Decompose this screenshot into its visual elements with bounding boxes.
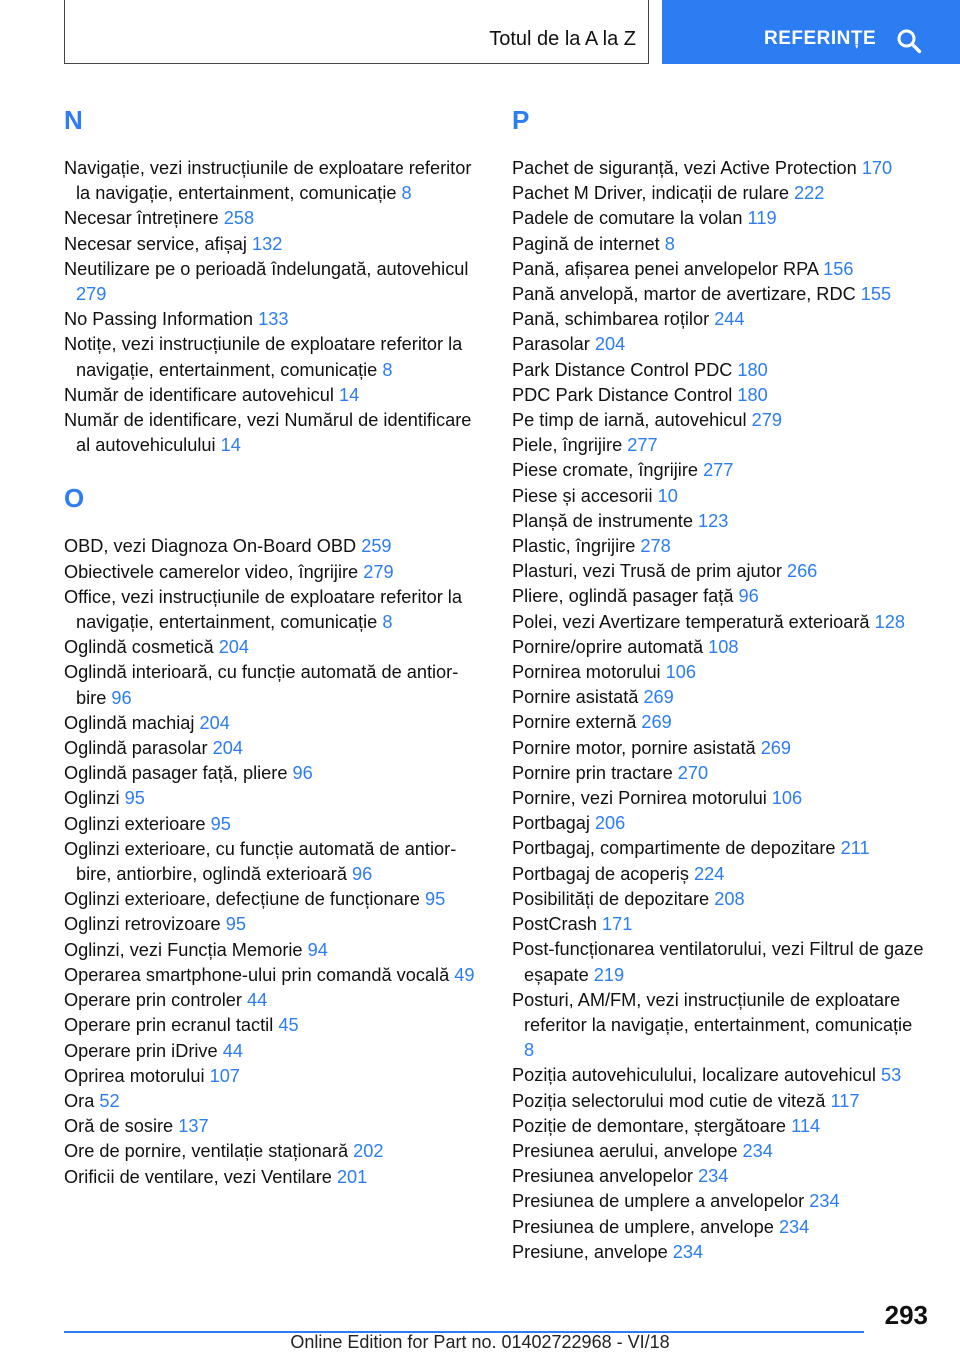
- index-entry-text: Oglindă cosmetică: [64, 637, 214, 658]
- index-entry: [512, 912, 924, 937]
- index-entry: [512, 534, 924, 559]
- index-page-link[interactable]: 128: [874, 611, 905, 632]
- index-entry-text: Pachet M Driver, indicații de rulare: [512, 183, 789, 204]
- index-entry: [512, 559, 924, 584]
- index-entry: [512, 660, 924, 685]
- index-entry-text: Planșă de instrumente: [512, 510, 693, 531]
- index-page-link[interactable]: 171: [601, 914, 633, 935]
- index-page-link[interactable]: 202: [353, 1141, 384, 1162]
- index-page-link[interactable]: 107: [209, 1065, 240, 1086]
- index-entry: [64, 408, 480, 458]
- index-entry-text: Operare prin iDrive: [64, 1040, 218, 1061]
- index-entry-text: Pană anvelopă, martor de avertizare, RDC: [512, 284, 856, 305]
- index-page-link[interactable]: 95: [225, 914, 246, 935]
- index-page-link[interactable]: 117: [830, 1090, 860, 1111]
- index-page-link[interactable]: 258: [223, 208, 255, 229]
- index-entry-text: Notițe, vezi instrucțiunile de exploatare referitor la navigație, entertainment, comunicație: [64, 334, 463, 380]
- index-page-link[interactable]: 234: [672, 1241, 704, 1262]
- page-number: 293: [884, 1300, 928, 1330]
- index-page-link[interactable]: 108: [708, 636, 739, 657]
- header-section-box: [64, 0, 649, 64]
- index-entry-text: Post-funcționarea ventilatorului, vezi Filtrul de gaze eșapate: [512, 939, 924, 985]
- index-page-link[interactable]: 52: [99, 1090, 120, 1111]
- index-entry: [512, 988, 924, 1064]
- index-page-link[interactable]: 96: [111, 687, 132, 708]
- index-entry: [64, 812, 480, 837]
- index-entry-text: Plastic, îngrijire: [512, 536, 636, 557]
- index-entry-text: Presiunea aerului, anvelope: [512, 1140, 738, 1161]
- index-entry: [512, 332, 924, 357]
- index-page-link[interactable]: 180: [737, 384, 768, 405]
- index-page-link[interactable]: 106: [665, 662, 697, 683]
- index-entry-text: Operare prin ecranul tactil: [64, 1015, 274, 1036]
- index-entry: [64, 660, 480, 710]
- index-entry-text: Piese și accesorii: [512, 485, 653, 506]
- index-entry: [64, 585, 480, 635]
- index-page-link[interactable]: 208: [714, 888, 745, 909]
- index-page-link[interactable]: 14: [220, 435, 241, 456]
- index-entry: [512, 181, 924, 206]
- index-entry: [64, 761, 480, 786]
- index-entry-text: OBD, vezi Diagnoza On-Board OBD: [64, 536, 357, 557]
- index-entry-text: Oglindă machiaj: [64, 712, 195, 733]
- index-entry: [64, 1165, 480, 1190]
- index-entry-text: Pornire motor, pornire asistată: [512, 737, 756, 758]
- index-entry: [64, 156, 480, 206]
- section-letter-n: N: [64, 105, 83, 135]
- index-page-link[interactable]: 269: [643, 687, 674, 708]
- index-list-n: [64, 156, 480, 458]
- index-entry: [512, 257, 924, 282]
- index-entry-text: Pornire, vezi Pornirea motorului: [512, 788, 767, 809]
- index-entry: [512, 584, 924, 609]
- index-page-link[interactable]: 234: [698, 1166, 729, 1187]
- index-entry: [64, 307, 480, 332]
- footer-edition-text: Online Edition for Part no. 01402722968 - VI/18: [290, 1332, 670, 1352]
- index-entry: [512, 307, 924, 332]
- index-page-link[interactable]: 206: [594, 813, 626, 834]
- index-entry-text: PDC Park Distance Control: [512, 384, 733, 405]
- index-page-link[interactable]: 119: [747, 208, 777, 229]
- index-entry-text: Oglindă interioară, cu funcție automată de antiorbire: [64, 662, 459, 708]
- index-entry: [512, 836, 924, 861]
- index-entry: [512, 458, 924, 483]
- index-page-link[interactable]: 8: [664, 233, 675, 254]
- index-entry: [64, 736, 480, 761]
- index-page-link[interactable]: 8: [382, 359, 393, 380]
- index-page-link[interactable]: 219: [593, 964, 625, 985]
- index-column-right: [512, 100, 924, 1265]
- index-entry-text: Oglindă parasolar: [64, 738, 208, 759]
- index-page-link[interactable]: 114: [791, 1115, 821, 1136]
- index-entry-text: Plasturi, vezi Trusă de prim ajutor: [512, 561, 782, 582]
- index-entry-text: Pliere, oglindă pasager față: [512, 586, 734, 607]
- index-entry: [64, 1013, 480, 1038]
- index-entry: [64, 1039, 480, 1064]
- index-page-link[interactable]: 234: [742, 1140, 773, 1161]
- index-entry: [64, 206, 480, 231]
- index-entry: [512, 156, 924, 181]
- index-entry: [512, 509, 924, 534]
- index-page-link[interactable]: 53: [881, 1065, 902, 1086]
- index-entry: [64, 711, 480, 736]
- index-entry: [512, 685, 924, 710]
- index-entry-text: Ore de pornire, ventilație staționară: [64, 1141, 349, 1162]
- index-page-link[interactable]: 8: [401, 183, 412, 204]
- header-section-title: Totul de la A la Z: [489, 28, 636, 50]
- index-page-link[interactable]: 156: [823, 258, 854, 279]
- index-entry-text: Oglindă pasager față, pliere: [64, 763, 288, 784]
- index-page-link[interactable]: 133: [258, 309, 289, 330]
- index-page-link[interactable]: 279: [76, 284, 107, 305]
- index-page-link[interactable]: 44: [246, 990, 268, 1011]
- index-entry-text: Poziția selectorului mod cutie de viteză: [512, 1090, 826, 1111]
- index-entry-text: Oglinzi exterioare, defecțiune de funcționare: [64, 889, 420, 910]
- index-entry-text: Pe timp de iarnă, autovehicul: [512, 410, 747, 431]
- index-entry-text: Necesar întreținere: [64, 208, 219, 229]
- index-entry-text: Pană, schimbarea roților: [512, 309, 710, 330]
- index-entry-text: Oglinzi: [64, 788, 120, 809]
- index-entry-text: PostCrash: [512, 914, 597, 935]
- index-entry: [512, 1089, 924, 1114]
- section-letter-p: P: [512, 105, 530, 135]
- index-page-link[interactable]: 8: [382, 612, 393, 633]
- index-entry-text: Parasolar: [512, 334, 590, 355]
- index-entry-text: Pornire prin tractare: [512, 762, 673, 783]
- index-entry: [512, 610, 924, 635]
- index-entry: [64, 560, 480, 585]
- index-page-link[interactable]: 277: [627, 435, 658, 456]
- index-entry-text: Park Distance Control PDC: [512, 359, 733, 380]
- index-page-link[interactable]: 49: [454, 964, 475, 985]
- index-entry-text: Oprirea motorului: [64, 1065, 205, 1086]
- index-page-link[interactable]: 96: [352, 864, 373, 885]
- index-entry-text: Posibilități de depozitare: [512, 888, 710, 909]
- index-list-o: [64, 534, 480, 1189]
- index-page-link[interactable]: 259: [361, 536, 392, 557]
- index-page-link[interactable]: 94: [307, 939, 328, 960]
- index-entry-text: Oglinzi exterioare: [64, 813, 206, 834]
- index-page-link[interactable]: 269: [641, 712, 672, 733]
- index-page-link[interactable]: 10: [657, 485, 678, 506]
- index-entry-text: Oglinzi, vezi Funcția Memorie: [64, 939, 303, 960]
- index-entry-text: Necesar service, afișaj: [64, 233, 247, 254]
- index-entry: [512, 710, 924, 735]
- references-tab[interactable]: [662, 0, 960, 64]
- index-page-link[interactable]: 244: [714, 309, 745, 330]
- index-entry-text: Pornire asistată: [512, 687, 639, 708]
- index-entry: [512, 1139, 924, 1164]
- index-entry: [512, 282, 924, 307]
- index-entry-text: Office, vezi instrucțiunile de exploatare referitor la navigație, entertainment, comunicație: [64, 586, 462, 633]
- index-entry: [512, 206, 924, 231]
- index-entry: [512, 811, 924, 836]
- index-page-link[interactable]: 279: [363, 561, 394, 582]
- index-list-p: [512, 156, 924, 1265]
- section-letter-o: O: [64, 483, 85, 514]
- index-page-link[interactable]: 14: [339, 384, 360, 405]
- index-page-link[interactable]: 96: [292, 763, 313, 784]
- index-page-link[interactable]: 266: [786, 561, 818, 582]
- index-entry-text: No Passing Information: [64, 309, 254, 330]
- index-entry: [64, 534, 480, 559]
- index-entry-text: Portbagaj: [512, 813, 590, 834]
- index-entry: [64, 912, 480, 937]
- index-entry: [64, 786, 480, 811]
- index-entry: [512, 1063, 924, 1088]
- index-entry-text: Poziția autovehiculului, localizare autovehicul: [512, 1065, 876, 1086]
- index-entry: [512, 358, 924, 383]
- index-entry: [64, 1064, 480, 1089]
- index-entry-text: Ora: [64, 1090, 95, 1111]
- index-entry: [512, 786, 924, 811]
- index-page-link[interactable]: 277: [703, 460, 734, 481]
- index-entry: [512, 887, 924, 912]
- index-page-link[interactable]: 234: [809, 1191, 840, 1212]
- index-page-link[interactable]: 204: [594, 334, 626, 355]
- index-entry: [512, 232, 924, 257]
- index-page-link[interactable]: 211: [840, 838, 870, 859]
- index-page-link[interactable]: 279: [751, 410, 782, 431]
- index-entry-text: Oglinzi exterioare, cu funcție automată de antiorbire, antiorbire, oglindă exterioară: [64, 838, 457, 885]
- index-page-link[interactable]: 204: [212, 738, 243, 759]
- index-entry: [64, 257, 480, 307]
- index-entry-text: Piese cromate, îngrijire: [512, 460, 698, 481]
- index-page-link[interactable]: 278: [640, 536, 671, 557]
- index-page-link[interactable]: 204: [218, 637, 250, 658]
- index-entry-text: Presiunea anvelopelor: [512, 1166, 693, 1187]
- index-entry-text: Operare prin controler: [64, 990, 242, 1011]
- index-entry-text: Oglinzi retrovizoare: [64, 914, 221, 935]
- index-page-link[interactable]: 45: [278, 1015, 299, 1036]
- index-entry-text: Pagină de internet: [512, 233, 660, 254]
- index-entry-text: Pornire externă: [512, 712, 637, 733]
- index-page-link[interactable]: 44: [222, 1040, 243, 1061]
- index-entry-text: Număr de identificare autovehicul: [64, 384, 334, 405]
- index-entry: [64, 887, 480, 912]
- index-entry-text: Neutilizare pe o perioadă îndelungată, autovehicul: [64, 258, 469, 279]
- index-entry-text: Piele, îngrijire: [512, 435, 623, 456]
- index-entry: [64, 383, 480, 408]
- index-entry: [64, 938, 480, 963]
- index-entry: [512, 1240, 924, 1265]
- index-page-link[interactable]: 170: [861, 158, 893, 178]
- index-page-link[interactable]: 204: [199, 712, 230, 733]
- index-entry: [512, 937, 924, 987]
- index-entry: [64, 635, 480, 660]
- index-entry-text: Poziție de demontare, ștergătoare: [512, 1115, 786, 1136]
- index-entry: [512, 408, 924, 433]
- index-entry: [64, 988, 480, 1013]
- index-entry-text: Navigație, vezi instrucțiunile de exploatare referitor la navigație, entertainment, comunicație: [64, 158, 472, 204]
- index-entry: [512, 433, 924, 458]
- index-entry-text: Polei, vezi Avertizare temperatură exterioară: [512, 611, 870, 632]
- index-page-link[interactable]: 269: [760, 737, 792, 758]
- references-tab-label: REFERINȚE: [764, 28, 877, 49]
- search-icon[interactable]: [896, 28, 922, 54]
- index-entry-text: Număr de identificare, vezi Numărul de identificare al autovehiculului: [64, 410, 472, 456]
- index-page-link[interactable]: 95: [210, 813, 231, 834]
- index-entry-text: Pană, afișarea penei anvelopelor RPA: [512, 258, 819, 279]
- index-page-link[interactable]: 180: [737, 359, 768, 380]
- index-entry: [512, 1164, 924, 1189]
- index-entry-text: Presiunea de umplere a anvelopelor: [512, 1191, 805, 1212]
- index-page-link[interactable]: 95: [124, 788, 145, 809]
- index-entry: [512, 1189, 924, 1214]
- index-entry: [64, 1089, 480, 1114]
- index-entry: [64, 232, 480, 257]
- index-page-link[interactable]: 234: [778, 1216, 810, 1237]
- index-entry: [512, 736, 924, 761]
- index-entry-text: Posturi, AM/FM, vezi instrucțiunile de exploatare referitor la navigație, entertainment, comunicație: [512, 989, 913, 1035]
- index-entry: [64, 1139, 480, 1164]
- index-page-link[interactable]: 106: [771, 788, 803, 809]
- index-entry-text: Pornire/oprire automată: [512, 636, 704, 657]
- index-column-left: [64, 100, 480, 1190]
- index-page-link[interactable]: 8: [524, 1040, 535, 1061]
- index-entry: [64, 963, 480, 988]
- index-entry-text: Pornirea motorului: [512, 662, 661, 683]
- index-page-link[interactable]: 201: [336, 1166, 368, 1187]
- index-entry-text: Oră de sosire: [64, 1116, 174, 1137]
- index-entry-text: Pachet de siguranță, vezi Active Protection: [512, 158, 857, 178]
- index-entry-text: Portbagaj, compartimente de depozitare: [512, 838, 836, 859]
- index-entry-text: Presiunea de umplere, anvelope: [512, 1216, 774, 1237]
- index-entry-text: Padele de comutare la volan: [512, 208, 743, 229]
- index-entry: [512, 1215, 924, 1240]
- index-page-link[interactable]: 224: [694, 863, 725, 884]
- index-entry: [512, 484, 924, 509]
- index-entry: [512, 761, 924, 786]
- index-entry: [512, 862, 924, 887]
- index-page-link[interactable]: 123: [698, 510, 729, 531]
- index-entry: [512, 383, 924, 408]
- index-page-link[interactable]: 96: [738, 586, 759, 607]
- index-page-link[interactable]: 132: [252, 233, 283, 254]
- index-entry-text: Portbagaj de acoperiș: [512, 863, 689, 884]
- index-entry-text: Orificii de ventilare, vezi Ventilare: [64, 1166, 332, 1187]
- index-entry: [64, 332, 480, 382]
- index-page-link[interactable]: 222: [794, 183, 825, 204]
- index-entry-text: Presiune, anvelope: [512, 1241, 668, 1262]
- index-page-link[interactable]: 95: [424, 889, 446, 910]
- index-entry-text: Obiectivele camerelor video, îngrijire: [64, 561, 359, 582]
- index-entry: [64, 837, 480, 887]
- index-page-link[interactable]: 270: [677, 762, 709, 783]
- index-entry: [512, 1114, 924, 1139]
- index-entry: [64, 1114, 480, 1139]
- index-page-link[interactable]: 137: [178, 1116, 209, 1137]
- index-entry-text: Operarea smartphone-ului prin comandă vocală: [64, 964, 450, 985]
- index-entry: [512, 635, 924, 660]
- index-page-link[interactable]: 155: [860, 284, 892, 305]
